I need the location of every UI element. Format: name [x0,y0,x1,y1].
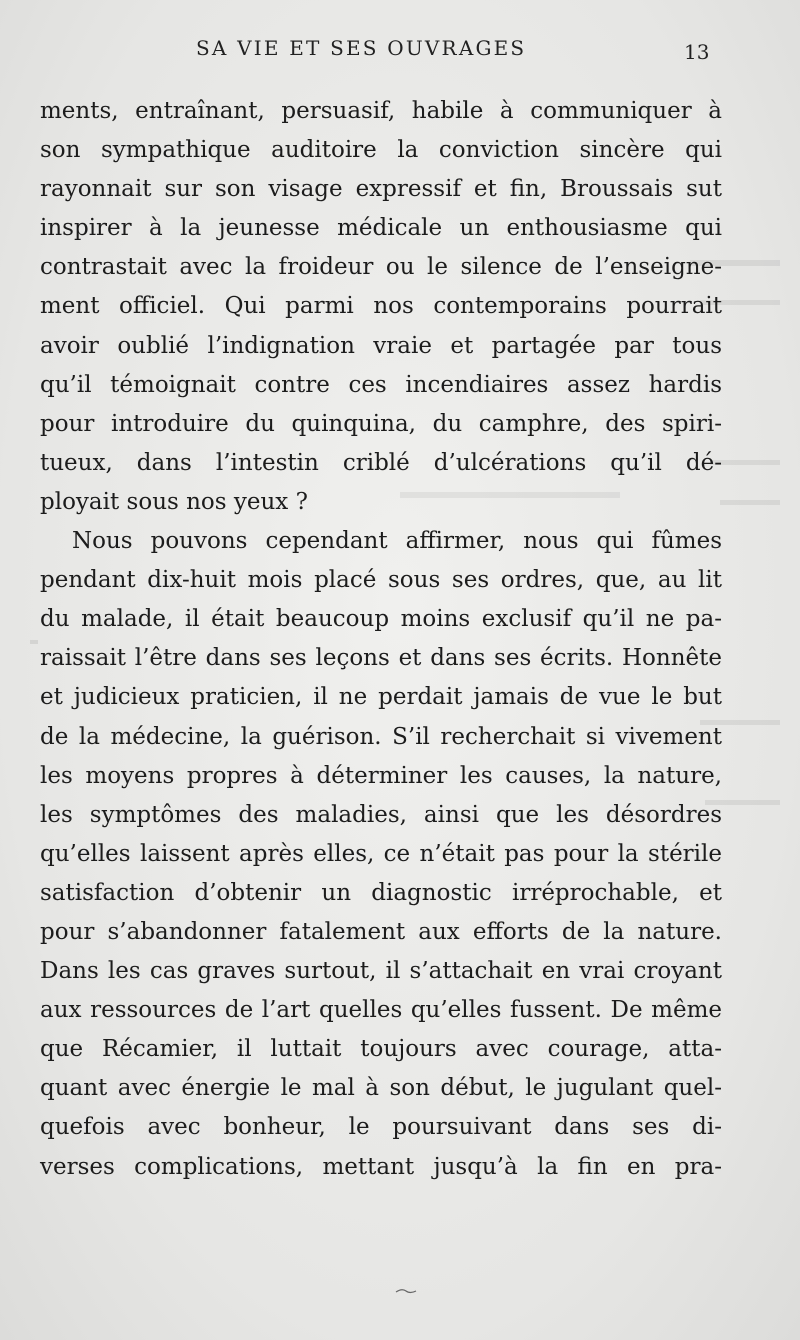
text-line: quefois avec bonheur, le poursuivant dans ses di- [40,1114,722,1141]
text-line: contrastait avec la froideur ou le silence de l’enseigne- [40,254,722,281]
body-text [40,92,722,1187]
text-line: pour introduire du quinquina, du camphre, des spiri- [40,410,722,437]
text-line: qu’elles laissent après elles, ce n’était pas pour la stérile [40,840,722,867]
running-header [0,36,800,66]
text-line: de la médecine, la guérison. S’il recherchait si vivement [40,723,722,750]
paragraph-1 [40,92,722,522]
text-line: verses complications, mettant jusqu’à la fin en pra- [40,1153,722,1180]
text-line: qu’il témoignait contre ces incendiaires assez hardis [40,371,722,398]
text-line: aux ressources de l’art quelles qu’elles fussent. De même [40,997,722,1024]
text-line: Dans les cas graves surtout, il s’attachait en vrai croyant [40,958,722,985]
text-line: que Récamier, il luttait toujours avec courage, atta- [40,1036,722,1063]
running-title: SA VIE ET SES OUVRAGES [196,36,527,60]
text-line: les symptômes des maladies, ainsi que les désordres [40,801,722,828]
text-line: quant avec énergie le mal à son début, le jugulant quel- [40,1075,722,1102]
printer-mark-icon [394,1286,418,1296]
text-line: les moyens propres à déterminer les causes, la nature, [40,762,722,789]
text-line: satisfaction d’obtenir un diagnostic irréprochable, et [40,879,722,906]
text-line: ment officiel. Qui parmi nos contemporains pourrait [40,293,722,320]
text-line: ployait sous nos yeux ? [40,488,308,515]
text-line: rayonnait sur son visage expressif et fin, Broussais sut [40,176,722,203]
text-line: et judicieux praticien, il ne perdait jamais de vue le but [40,684,722,711]
text-line: du malade, il était beaucoup moins exclusif qu’il ne pa- [40,606,722,633]
text-line: raissait l’être dans ses leçons et dans ses écrits. Honnête [40,645,722,672]
text-line: ments, entraînant, persuasif, habile à communiquer à [40,98,722,124]
text-line: pendant dix-huit mois placé sous ses ordres, que, au lit [40,567,722,594]
text-line: tueux, dans l’intestin criblé d’ulcérations qu’il dé- [40,449,722,476]
text-line: Nous pouvons cependant affirmer, nous qui fûmes [72,528,722,555]
paragraph-2 [40,522,722,1187]
text-line: pour s’abandonner fatalement aux efforts de la nature. [40,918,722,945]
text-line: son sympathique auditoire la conviction sincère qui [40,137,722,164]
page-number: 13 [684,40,710,64]
text-line: inspirer à la jeunesse médicale un enthousiasme qui [40,215,722,242]
text-line: avoir oublié l’indignation vraie et partagée par tous [40,332,722,359]
